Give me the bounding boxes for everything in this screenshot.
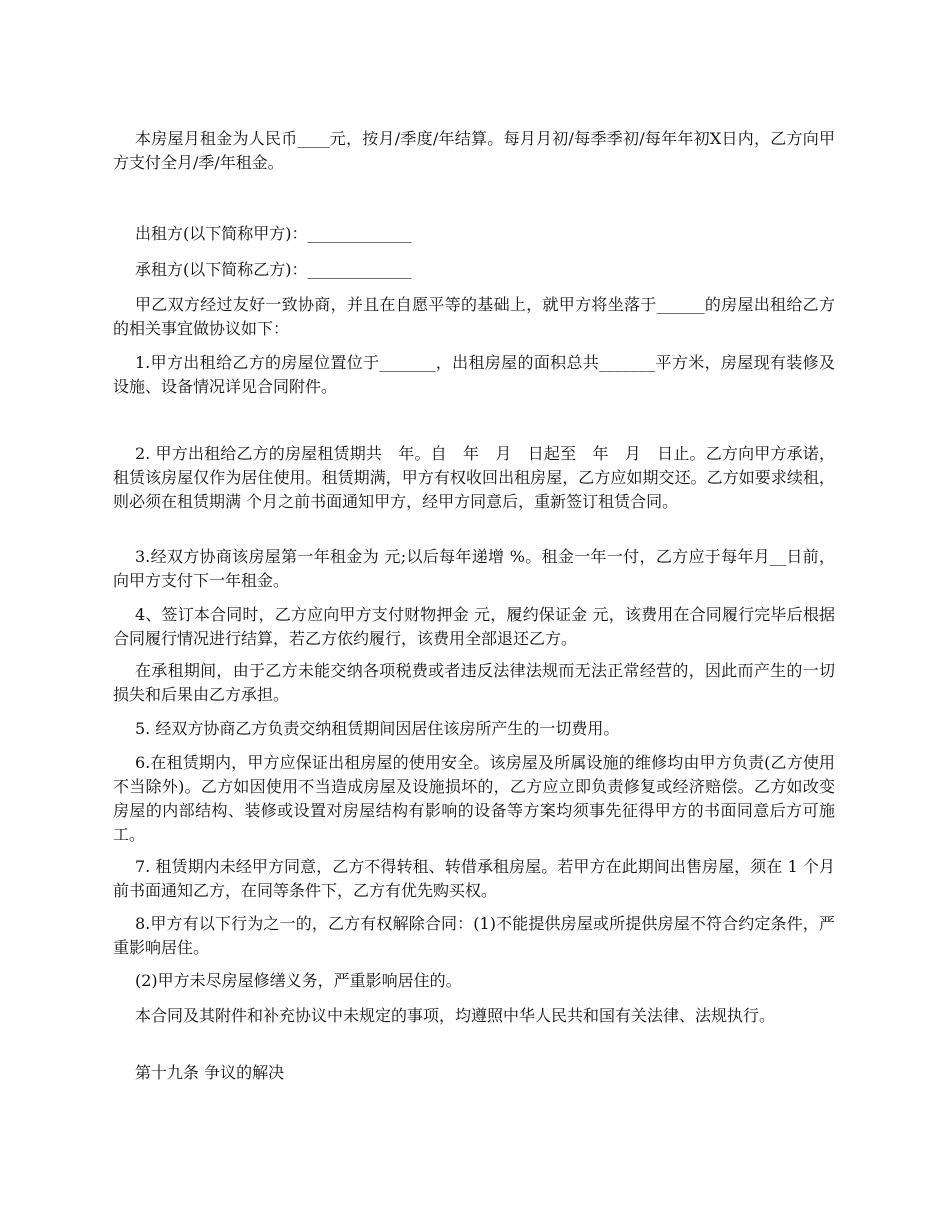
clause-1: 1.甲方出租给乙方的房屋位置位于_______，出租房屋的面积总共_______平方米，房屋现有装修及设施、设备情况详见合同附件。 — [113, 353, 835, 396]
agreement-intro: 甲乙双方经过友好一致协商，并且在自愿平等的基础上，就甲方将坐落于______的房屋出租给乙方的相关事宜做协议如下： — [113, 295, 835, 338]
lessor-line: 出租方(以下简称甲方)：_____________ — [135, 224, 412, 243]
clause-4: 4、签订本合同时，乙方应向甲方支付财物押金 元，履约保证金 元，该费用在合同履行完毕后根据合同履行情况进行结算，若乙方依约履行，该费用全部退还乙方。 — [113, 605, 835, 648]
lessee-line: 承租方(以下简称乙方)：_____________ — [135, 260, 412, 279]
clause-8-item-2: (2)甲方未尽房屋修缮义务，严重影响居住的。 — [135, 971, 462, 990]
clause-8: 8.甲方有以下行为之一的，乙方有权解除合同：(1)不能提供房屋或所提供房屋不符合约定条件，严重影响居住。 — [113, 914, 835, 957]
applicable-law-paragraph: 本合同及其附件和补充协议中未规定的事项，均遵照中华人民共和国有关法律、法规执行。 — [135, 1006, 776, 1025]
clause-3: 3.经双方协商该房屋第一年租金为 元;以后每年递增 %。租金一年一付，乙方应于每年月__日前，向甲方支付下一年租金。 — [113, 547, 835, 590]
clause-6: 6.在租赁期内，甲方应保证出租房屋的使用安全。该房屋及所属设施的维修均由甲方负责(乙方使用不当除外)。乙方如因使用不当造成房屋及设施损坏的，乙方应立即负责修复或经济赔偿。乙方如改变房屋的内部结构、装修或设置对房屋结构有影响的设备等方案均须事先征得甲方的书面同意后方可施工。 — [113, 753, 835, 844]
article-19-heading: 第十九条 争议的解决 — [135, 1063, 285, 1082]
clause-2: 2. 甲方出租给乙方的房屋租赁期共 年。自 年 月 日起至 年 月 日止。乙方向甲方承诺，租赁该房屋仅作为居住使用。租赁期满，甲方有权收回出租房屋，乙方应如期交还。乙方如要求续租，则必须在租赁期满 个月之前书面通知甲方，经甲方同意后，重新签订租赁合同。 — [113, 444, 835, 511]
clause-5: 5. 经双方协商乙方负责交纳租赁期间因居住该房所产生的一切费用。 — [135, 719, 620, 738]
clause-7: 7. 租赁期内未经甲方同意，乙方不得转租、转借承租房屋。若甲方在此期间出售房屋，须在 1 个月前书面通知乙方，在同等条件下，乙方有优先购买权。 — [113, 857, 835, 900]
liability-paragraph: 在承租期间，由于乙方未能交纳各项税费或者违反法律法规而无法正常经营的，因此而产生的一切损失和后果由乙方承担。 — [113, 661, 835, 704]
rent-clause: 本房屋月租金为人民币____元，按月/季度/年结算。每月月初/每季季初/每年年初X日内，乙方向甲方支付全月/季/年租金。 — [113, 129, 835, 172]
